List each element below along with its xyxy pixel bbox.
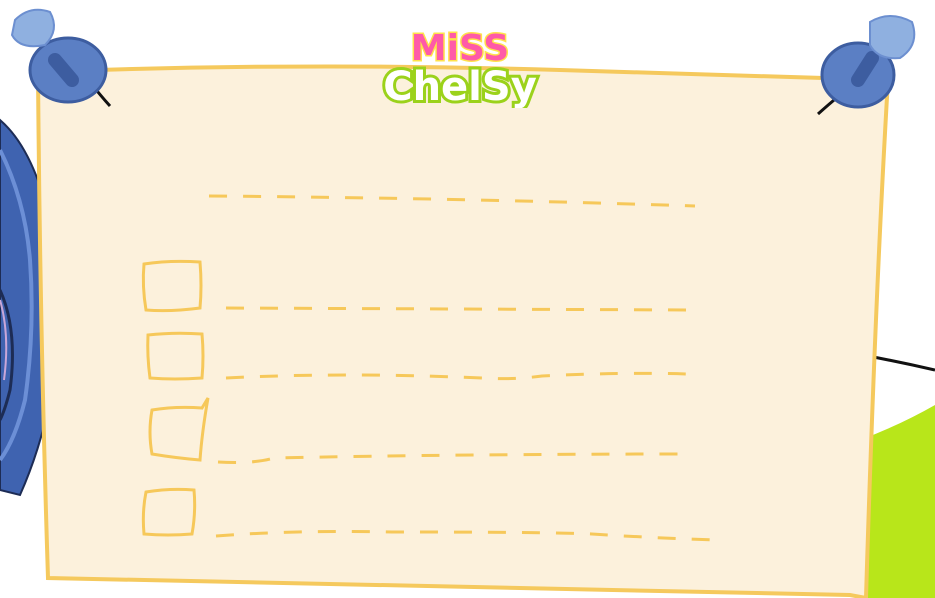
item-line-1[interactable]	[222, 300, 697, 316]
item-line-2[interactable]	[222, 366, 692, 386]
pin-right-icon	[818, 16, 914, 114]
logo-text-miss: MiSS	[410, 28, 510, 69]
pin-left-icon	[12, 10, 110, 106]
logo-text-chelsy: ChelSy	[383, 64, 537, 108]
item-line-3[interactable]	[214, 446, 694, 468]
checkbox-item-2[interactable]	[144, 330, 208, 384]
item-line-4[interactable]	[212, 522, 722, 546]
checkbox-item-4[interactable]	[140, 486, 200, 540]
checkbox-item-3[interactable]	[146, 396, 212, 466]
checkbox-item-1[interactable]	[140, 258, 206, 314]
note-title-line[interactable]	[205, 188, 705, 208]
